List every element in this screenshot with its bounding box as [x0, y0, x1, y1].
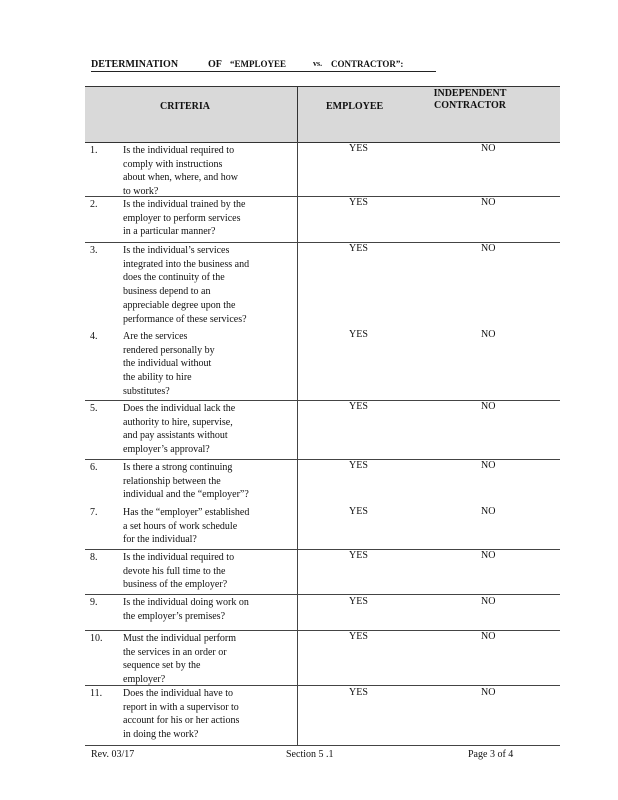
- question-line: individual and the “employer”?: [123, 489, 249, 501]
- contractor-answer: NO: [481, 460, 496, 471]
- question-line: Does the individual lack the: [123, 403, 236, 414]
- row-number: 7.: [90, 507, 98, 518]
- question-line: Has the “employer” established: [123, 507, 250, 518]
- contractor-answer: NO: [481, 401, 496, 412]
- contractor-answer: NO: [481, 197, 496, 208]
- question-line: in doing the work?: [123, 729, 199, 741]
- title-part: DETERMINATION: [91, 59, 179, 70]
- row-number: 8.: [90, 552, 98, 563]
- title-part: OF: [208, 59, 222, 70]
- question-line: report in with a supervisor to: [123, 701, 239, 713]
- header-independent-line: CONTRACTOR: [433, 100, 507, 111]
- question-line: employer to perform services: [123, 212, 241, 224]
- row-question: [123, 632, 283, 687]
- question-line: about when, where, and how: [123, 172, 238, 184]
- question-line: rendered personally by: [123, 344, 215, 356]
- question-line: the ability to hire: [123, 372, 192, 384]
- row-question: [123, 198, 283, 239]
- question-line: for the individual?: [123, 534, 197, 546]
- question-line: employer?: [123, 674, 166, 686]
- header-criteria: CRITERIA: [160, 101, 211, 112]
- row-question: [123, 551, 283, 592]
- row-number: 2.: [90, 199, 98, 210]
- question-line: sequence set by the: [123, 660, 201, 672]
- title-part: “EMPLOYEE: [230, 59, 287, 69]
- row-number: 9.: [90, 597, 98, 608]
- employee-answer: YES: [349, 631, 368, 642]
- employee-answer: YES: [349, 687, 368, 698]
- title-part: CONTRACTOR”:: [331, 59, 404, 69]
- employee-answer: YES: [349, 197, 368, 208]
- contractor-answer: NO: [481, 506, 496, 517]
- question-line: and pay assistants without: [123, 430, 228, 442]
- title-underline: [91, 71, 436, 72]
- question-line: relationship between the: [123, 475, 221, 487]
- employee-answer: YES: [349, 506, 368, 517]
- header-independent-line: INDEPENDENT: [433, 88, 507, 99]
- header-employee: EMPLOYEE: [326, 101, 384, 112]
- contractor-answer: NO: [481, 243, 496, 254]
- question-line: Is the individual required to: [123, 552, 235, 563]
- footer-page: Page 3 of 4: [468, 749, 514, 760]
- question-line: business of the employer?: [123, 579, 228, 591]
- question-line: Is the individual required to: [123, 145, 235, 156]
- question-line: Does the individual have to: [123, 688, 233, 699]
- question-line: Must the individual perform: [123, 633, 237, 644]
- employee-answer: YES: [349, 401, 368, 412]
- header-independent-contractor: [420, 88, 520, 112]
- row-question: [123, 687, 283, 742]
- header-divider: [297, 86, 298, 142]
- contractor-answer: NO: [481, 143, 496, 154]
- contractor-answer: NO: [481, 596, 496, 607]
- question-line: employer’s approval?: [123, 444, 210, 456]
- question-line: the employer’s premises?: [123, 610, 226, 622]
- employee-answer: YES: [349, 460, 368, 471]
- question-line: in a particular manner?: [123, 226, 216, 238]
- contractor-answer: NO: [481, 631, 496, 642]
- question-line: integrated into the business and: [123, 258, 250, 270]
- row-number: 10.: [90, 633, 103, 644]
- employee-answer: YES: [349, 243, 368, 254]
- row-rule: [85, 594, 560, 595]
- title-part: vs.: [313, 59, 323, 68]
- row-question: [123, 244, 283, 326]
- footer-revision: Rev. 03/17: [91, 749, 135, 760]
- row-question: [123, 144, 283, 199]
- question-line: the services in an order or: [123, 646, 227, 658]
- row-number: 5.: [90, 403, 98, 414]
- row-number: 1.: [90, 145, 98, 156]
- contractor-answer: NO: [481, 687, 496, 698]
- question-line: a set hours of work schedule: [123, 520, 238, 532]
- question-line: appreciable degree upon the: [123, 299, 236, 311]
- question-line: devote his full time to the: [123, 565, 226, 577]
- row-number: 4.: [90, 331, 98, 342]
- question-line: Are the services: [123, 331, 188, 342]
- question-line: account for his or her actions: [123, 715, 240, 727]
- column-divider: [297, 142, 298, 746]
- question-line: Is the individual’s services: [123, 245, 230, 256]
- question-line: business depend to an: [123, 286, 211, 298]
- employee-answer: YES: [349, 550, 368, 561]
- question-line: authority to hire, supervise,: [123, 416, 233, 428]
- row-question: [123, 402, 283, 457]
- question-line: comply with instructions: [123, 158, 223, 170]
- question-line: performance of these services?: [123, 313, 247, 325]
- row-number: 11.: [90, 688, 103, 699]
- question-line: substitutes?: [123, 385, 170, 397]
- question-line: to work?: [123, 186, 159, 198]
- footer-section: Section 5 .1: [286, 749, 334, 760]
- employee-answer: YES: [349, 329, 368, 340]
- row-number: 3.: [90, 245, 98, 256]
- row-question: [123, 461, 283, 502]
- question-line: Is the individual doing work on: [123, 597, 249, 608]
- employee-answer: YES: [349, 143, 368, 154]
- footer-rule: [85, 745, 560, 746]
- contractor-answer: NO: [481, 550, 496, 561]
- row-number: 6.: [90, 462, 98, 473]
- question-line: does the continuity of the: [123, 272, 225, 284]
- question-line: Is the individual trained by the: [123, 199, 246, 210]
- row-question: [123, 596, 283, 623]
- question-line: Is there a strong continuing: [123, 462, 233, 473]
- question-line: the individual without: [123, 358, 212, 370]
- row-question: [123, 506, 283, 547]
- contractor-answer: NO: [481, 329, 496, 340]
- row-question: [123, 330, 283, 399]
- employee-answer: YES: [349, 596, 368, 607]
